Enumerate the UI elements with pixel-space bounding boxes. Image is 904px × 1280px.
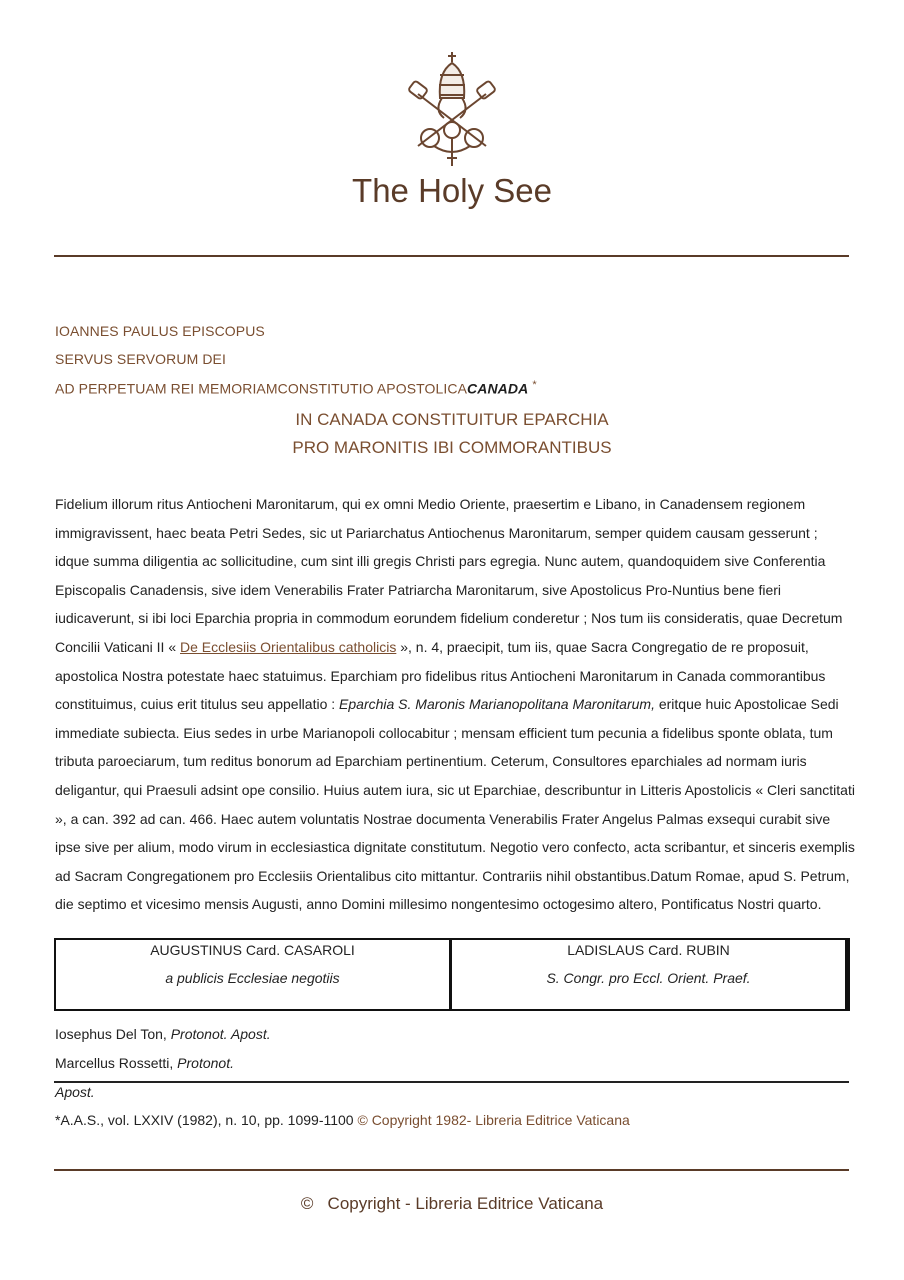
- body-italic: Eparchia S. Maronis Marianopolitana Maronitarum,: [339, 696, 655, 713]
- signature-name: LADISLAUS Card. RUBIN: [567, 942, 730, 958]
- signature-role: S. Congr. pro Eccl. Orient. Praef.: [546, 970, 751, 986]
- notes-divider: [54, 1081, 849, 1083]
- footnote-reference: *A.A.S., vol. LXXIV (1982), n. 10, pp. 1099-1100: [55, 1112, 358, 1128]
- signature-table: [54, 938, 850, 1011]
- notary-2-title: Protonot.: [177, 1055, 234, 1071]
- notary-1-title: Protonot. Apost.: [170, 1026, 271, 1042]
- footer-copyright-text: Copyright - Libreria Editrice Vaticana: [327, 1194, 604, 1213]
- footnote-copyright: © Copyright 1982- Libreria Editrice Vaticana: [357, 1112, 630, 1128]
- header-line-1: IOANNES PAULUS EPISCOPUS: [55, 323, 265, 339]
- notary-2: [55, 1055, 234, 1071]
- notary-1: [55, 1026, 271, 1042]
- footnote-marker[interactable]: *: [532, 379, 537, 391]
- signature-cell: [56, 940, 452, 1009]
- header-canada-bold: CANADA: [467, 380, 529, 397]
- decree-link[interactable]: De Ecclesiis Orientalibus catholicis: [180, 638, 397, 655]
- header-line-2: SERVUS SERVORUM DEI: [55, 351, 226, 367]
- document-title-line-1: IN CANADA CONSTITUITUR EPARCHIA: [295, 410, 609, 429]
- document-title-line-2: PRO MARONITIS IBI COMMORANTIBUS: [292, 438, 612, 457]
- header-divider: [54, 255, 849, 257]
- body-part-1: Fidelium illorum ritus Antiocheni Maronitarum, qui ex omni Medio Oriente, praesertim e Libano, in Canadensem regionem immigravissent, haec beata Petri Sedes, sic ut Pariarchatus Antiochenus Maronitarum, semper quidem causam gesserunt ; idque summa diligentia ac sollicitudine, cum sint illi gregis Christi pars egregia. Nunc autem, quandoquidem sive Conferentia Episcopalis Canadensis, sive idem Venerabilis Frater Patriarcha Maronitarum, sive Apostolicus Pro-Nuntius bene fieri iudicaverunt, si ibi loci Eparchia propria in commodum eorundem fidelium conderetur ; Nos tum iis consideratis, quae Decretum Concilii Vaticani II «: [55, 496, 843, 655]
- notary-1-name: Iosephus Del Ton,: [55, 1026, 171, 1042]
- copyright-icon: ©: [300, 1194, 314, 1213]
- body-part-3: eritque huic Apostolicae Sedi immediate subiecta. Eius sedes in urbe Marianopoli collocabitur ; mensam efficient tum pecunia a fidelibus sponte oblata, tum tributa paroeciarum, tum reditus bonorum ad Eparchiam pertinentium. Ceterum, Consultores eparchiales ad normam iuris deligantur, qui Praesuli adsint ope consilio. Huius autem iura, sic ut Eparchiae, describuntur in Litteris Apostolicis « Cleri sanctitati », a can. 392 ad can. 466. Haec autem voluntatis Nostrae documenta Venerabilis Frater Angelus Palmas exsequi curabit sive ipse sive per alium, modo virum in ecclesiastica dignitate constitutum. Negotio vero confecto, acta scribantur, et sinceris exemplis ad Sacram Congregationem pro Ecclesiis Orientalibus cito mittantur. Contrariis nihil obstantibus.Datum Romae, apud S. Petrum, die septimo et vicesimo mensis Augusti, anno Domini millesimo nongentesimo octogesimo altero, Pontificatus Nostri quarto.: [55, 696, 855, 913]
- footer-divider: [54, 1169, 849, 1171]
- papal-coat-of-arms-icon: [404, 50, 500, 170]
- notary-2-title-cont: Apost.: [55, 1084, 95, 1100]
- notary-2-continued: [55, 1084, 95, 1100]
- header-line-3: [55, 379, 537, 397]
- footer-copyright: [0, 1194, 904, 1214]
- notary-2-name: Marcellus Rossetti,: [55, 1055, 178, 1071]
- footnote: [55, 1112, 630, 1128]
- signature-cell: [452, 940, 848, 1009]
- signature-role: a publicis Ecclesiae negotiis: [165, 970, 340, 986]
- body-part-2: », n. 4, praecipit, tum iis, quae Sacra Congregatio de re proposuit, apostolica Nostra potestate haec statuimus. Eparchiam pro fidelibus ritus Antiocheni Maronitarum in Canada commorantibus constituimus, cuius erit titulus seu appellatio :: [55, 638, 826, 713]
- document-body: [55, 490, 855, 919]
- header-line-3-prefix: AD PERPETUAM REI MEMORIAMCONSTITUTIO APOSTOLICA: [55, 380, 468, 397]
- signature-name: AUGUSTINUS Card. CASAROLI: [150, 942, 355, 958]
- site-title: The Holy See: [352, 172, 552, 209]
